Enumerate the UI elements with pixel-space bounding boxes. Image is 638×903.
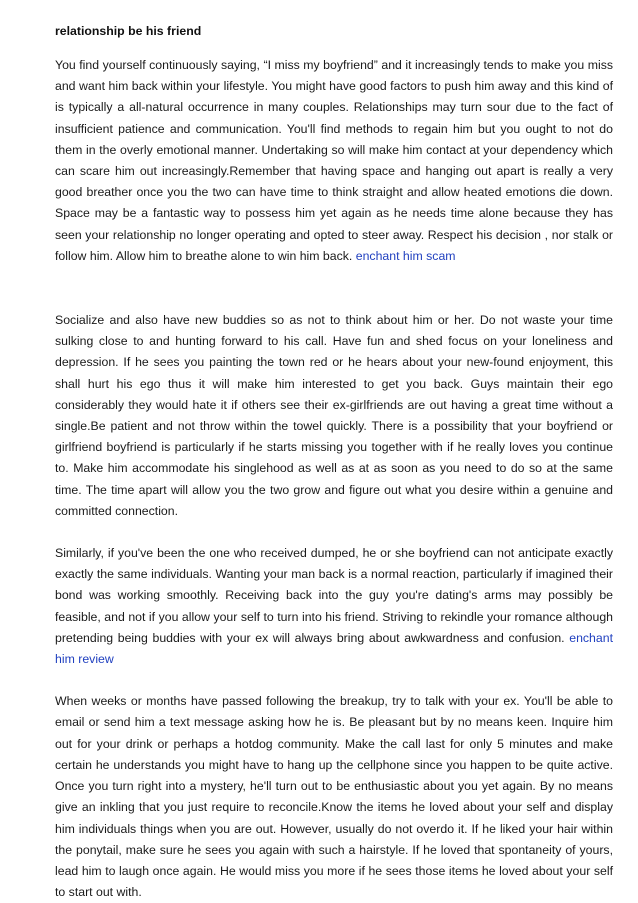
paragraph-2 — [55, 310, 613, 522]
paragraph-1 — [55, 55, 613, 267]
paragraph-3-text: Similarly, if you've been the one who received dumped, he or she boyfriend can not anticipate exactly exactly the same individuals. Wanting your man back is a normal reaction, particularly if imagined their bond was working smoothly. Receiving back into the guy you're dating's arms may possibly be feasible, and not if you allow your self to turn into his friend. Striving to rekindle your romance although pretending being buddies with your ex will always bring about awkwardness and confusion. — [55, 546, 613, 645]
paragraph-3 — [55, 543, 613, 670]
paragraph-2-text: Socialize and also have new buddies so as not to think about him or her. Do not waste your time sulking close to and hunting forward to his call. Have fun and shed focus on your loneliness and depression. If he sees you painting the town red or he hears about your new-found enjoyment, this shall hurt his ego thus it will make him interested to get you back. Guys maintain their ego considerably they would hate it if others see their ex-girlfriends are out having a great time without a single.Be patient and not throw within the towel quickly. There is a possibility that your boyfriend or girlfriend boyfriend is particularly if he starts missing you together with if he really loves you continue to. Make him accommodate his singlehood as well as at as soon as you need to do so at the same time. The time apart will allow you the two grow and figure out what you desire within a genuine and committed connection. — [55, 313, 613, 518]
link-enchant-him-review[interactable]: enchant him review — [55, 630, 613, 667]
link-enchant-him-scam[interactable]: enchant him scam — [355, 248, 456, 263]
paragraph-spacer — [55, 670, 613, 691]
document-title: relationship be his friend — [55, 24, 202, 38]
paragraph-spacer — [55, 267, 613, 310]
paragraph-4 — [55, 691, 613, 903]
paragraph-1-text: You find yourself continuously saying, “I miss my boyfriend” and it increasingly tends to make you miss and want him back within your lifestyle. You might have good factors to push him away and this kind of is typically a all-natural occurrence in many couples. Relationships may turn sour due to the fact of insufficient patience and communication. You'll find methods to regain him but you ought to not do them in the overly emotional manner. Undertaking so will make him contact at your dependency which can scare him out increasingly.Remember that having space and hanging out apart is really a very good breather once you the two can have time to think straight and allow heated emotions die down. Space may be a fantastic way to possess him yet again as he needs time alone because they has seen your relationship no longer operating and opted to steer away. Respect his decision , nor stalk or follow him. Allow him to breathe alone to win him back. — [55, 58, 613, 263]
paragraph-spacer — [55, 522, 613, 543]
document-page — [55, 20, 613, 903]
paragraph-4-text: When weeks or months have passed following the breakup, try to talk with your ex. You'll be able to email or send him a text message asking how he is. Be pleasant but by no means keen. Inquire him out for your drink or perhaps a hotdog community. Make the call last for only 5 minutes and make certain he understands you might have to hang up the cellphone since you happen to be quite active. Once you turn right into a mystery, he'll turn out to be enthusiastic about you yet again. By no means give an inkling that you just require to reconcile.Know the items he loved about your self and display him individuals things when you are out. However, usually do not overdo it. If he liked your hair within the ponytail, make sure he sees you again with such a hairstyle. If he loved that spontaneity of yours, lead him to laugh once again. He would miss you more if he sees those items he loved about your self to start out with. — [55, 694, 613, 900]
